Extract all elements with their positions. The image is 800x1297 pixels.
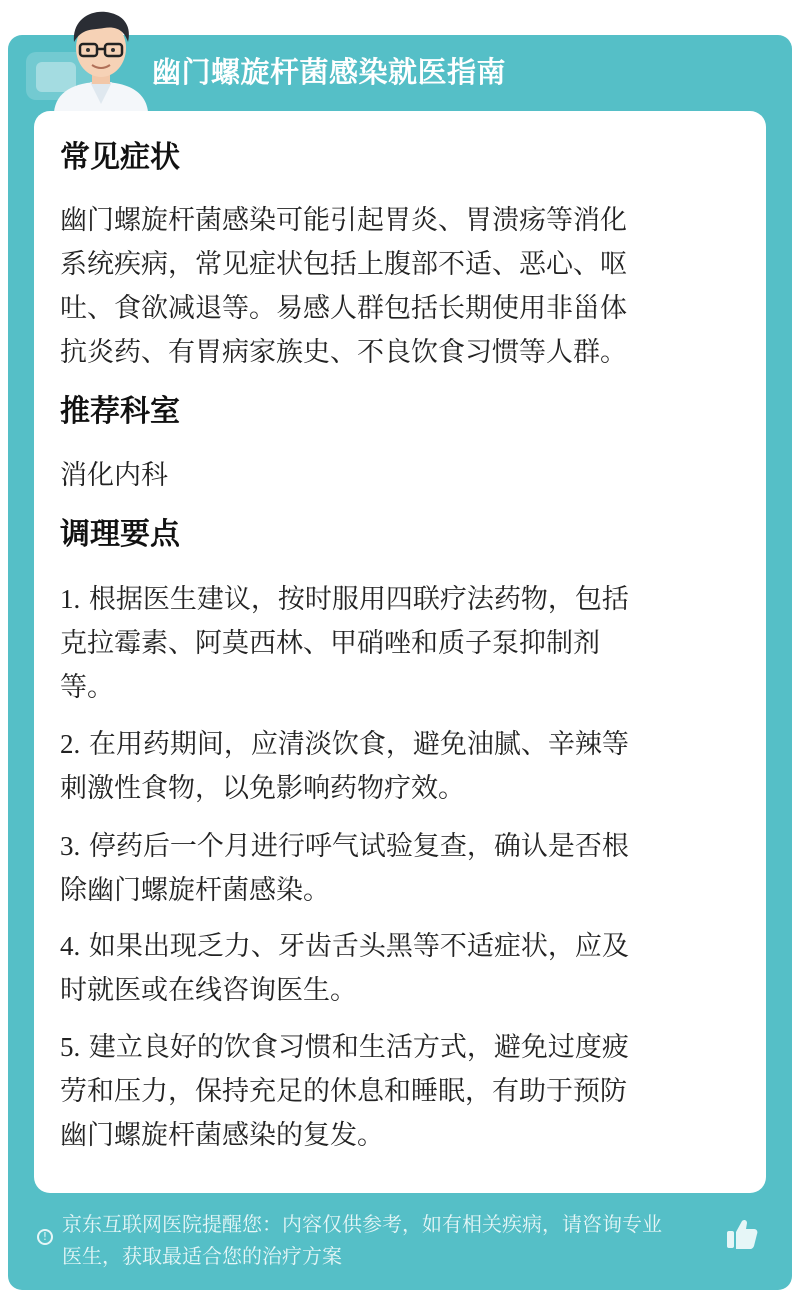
symptoms-heading: 常见症状 [60, 140, 180, 175]
department-value: 消化内科 [60, 460, 168, 491]
disclaimer-line: 医生，获取最适合您的治疗方案 [62, 1244, 342, 1268]
symptoms-line: 吐、食欲减退等。易感人群包括长期使用非甾体 [60, 293, 627, 324]
care-item-text: 建立良好的饮食习惯和生活方式，避免过度疲 [88, 1032, 629, 1063]
care-item-text: 根据医生建议，按时服用四联疗法药物，包括 [88, 584, 629, 615]
care-item-line: 刺激性食物，以免影响药物疗效。 [60, 773, 465, 804]
symptoms-line: 抗炎药、有胃病家族史、不良饮食习惯等人群。 [60, 337, 627, 368]
department-heading: 推荐科室 [60, 394, 180, 429]
care-item-line [60, 924, 730, 969]
care-item-line [60, 1025, 730, 1070]
care-heading: 调理要点 [60, 517, 180, 552]
care-item-line [60, 824, 730, 869]
info-icon: ! [37, 1229, 53, 1245]
symptoms-body [60, 199, 730, 375]
symptoms-line: 幽门螺旋杆菌感染可能引起胃炎、胃溃疡等消化 [60, 205, 627, 236]
care-item-line: 劳和压力，保持充足的休息和睡眠，有助于预防 [60, 1076, 627, 1107]
care-item [60, 824, 730, 913]
care-item-line: 幽门螺旋杆菌感染的复发。 [60, 1120, 384, 1151]
disclaimer-line: 京东互联网医院提醒您：内容仅供参考，如有相关疾病，请咨询专业 [62, 1212, 662, 1236]
care-item-text: 如果出现乏力、牙齿舌头黑等不适症状，应及 [88, 931, 629, 962]
care-item [60, 1025, 730, 1158]
care-item-text: 停药后一个月进行呼气试验复查，确认是否根 [88, 831, 629, 862]
care-item [60, 722, 730, 811]
care-item-line [60, 577, 730, 622]
care-item [60, 924, 730, 1013]
symptoms-section [60, 136, 730, 180]
care-section [60, 513, 730, 557]
care-item-number: 3. [60, 831, 81, 861]
care-item-number: 5. [60, 1032, 81, 1062]
thumbs-up-icon[interactable] [725, 1217, 759, 1251]
disclaimer [62, 1208, 722, 1272]
care-item [60, 577, 730, 710]
care-item-line: 时就医或在线咨询医生。 [60, 975, 357, 1006]
doctor-avatar [46, 6, 156, 112]
care-item-text: 在用药期间，应清淡饮食，避免油腻、辛辣等 [88, 729, 629, 760]
symptoms-line: 系统疾病，常见症状包括上腹部不适、恶心、呕 [60, 249, 627, 280]
care-item-number: 4. [60, 931, 81, 961]
care-item-line: 克拉霉素、阿莫西林、甲硝唑和质子泵抑制剂 [60, 628, 600, 659]
page-title: 幽门螺旋杆菌感染就医指南 [152, 55, 507, 89]
department-section [60, 390, 730, 434]
care-item-number: 2. [60, 729, 81, 759]
care-item-line: 等。 [60, 672, 114, 703]
care-item-line: 除幽门螺旋杆菌感染。 [60, 875, 330, 906]
care-item-number: 1. [60, 584, 81, 614]
care-item-line [60, 722, 730, 767]
department-body [60, 454, 730, 498]
